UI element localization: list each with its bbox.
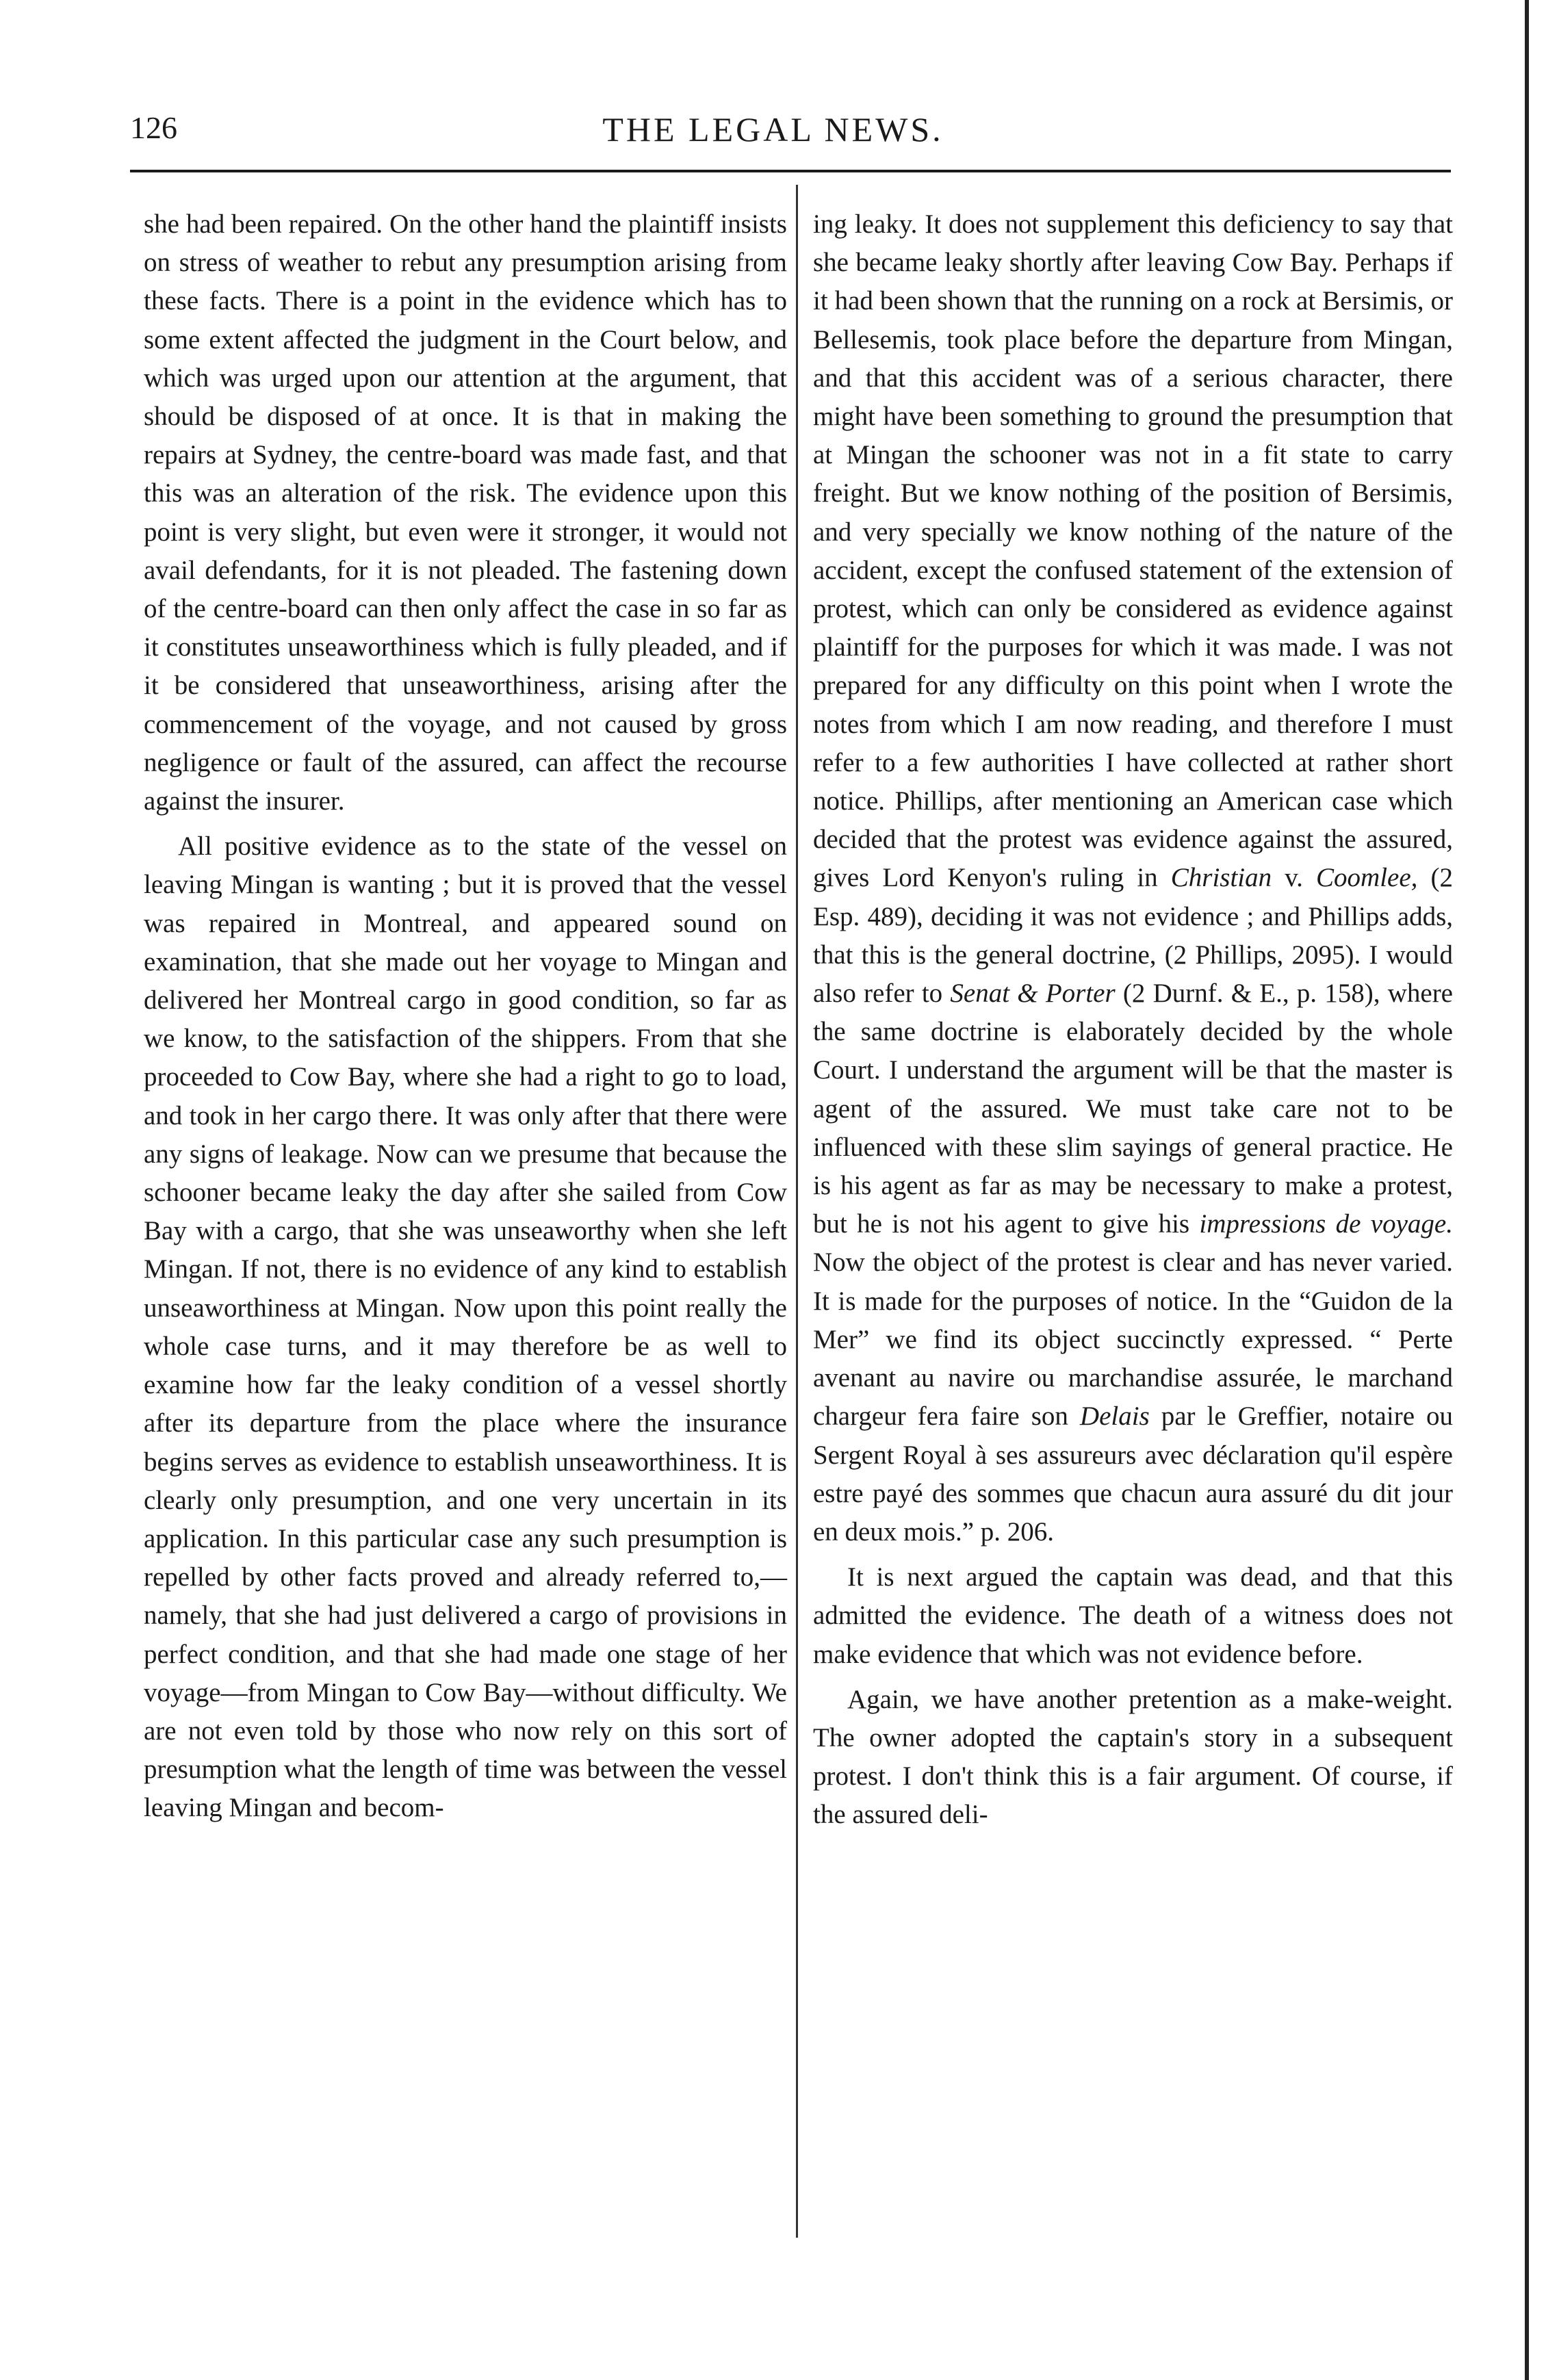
text-run: (2 Esp. 489), deciding it was not evidence ; and Phillips adds, that this is the general doctrine, (2 Phillips, 2095). I would also refer to [813, 863, 1453, 1009]
case-name-coomlee: Coomlee, [1316, 863, 1418, 893]
left-paragraph-1: she had been repaired. On the other hand the plaintiff insists on stress of weather to rebut any presumption arising from these facts. There is a point in the evidence which has to some extent affected the judgment in the Court below, and which was urged upon our attention at the argument, that should be disposed of at once. It is that in making the repairs at Sydney, the centre-board was made fast, and that this was an alteration of the risk. The evidence upon this point is very slight, but even were it stronger, it would not avail defendants, for it is not pleaded. The fastening down of the centre-board can then only affect the case in so far as it constitutes unseaworthiness which is fully pleaded, and if it be considered that unseaworthiness, arising after the commencement of the voyage, and not caused by gross negligence or fault of the assured, can affect the recourse against the insurer. [144, 209, 787, 816]
case-name-christian: Christian [1170, 863, 1272, 893]
left-column [144, 205, 787, 1828]
italic-impressions-de-voyage: impressions de voyage. [1199, 1209, 1453, 1239]
text-run: par le Greffier, notaire ou Sergent Royal à ses assureurs avec déclaration qu'il espère estre payé des sommes que chacun aura assuré du dit jour en deux mois.” p. 206. [813, 1401, 1454, 1547]
italic-delais: Delais [1079, 1401, 1150, 1432]
left-paragraph-2: All positive evidence as to the state of the vessel on leaving Mingan is wanting ; but it is proved that the vessel was repaired in Montreal, and appeared sound on examination, that she made out her voyage to Mingan and delivered her Montreal cargo in good condition, so far as we know, to the satisfaction of the shippers. From that she proceeded to Cow Bay, where she had a right to go to load, and took in her cargo there. It was only after that there were any signs of leakage. Now can we presume that because the schooner became leaky the day after she sailed from Cow Bay with a cargo, that she was unseaworthy when she left Mingan. If not, there is no evidence of any kind to establish unseaworthiness at Mingan. Now upon this point really the whole case turns, and it may therefore be as well to examine how far the leaky condition of a vessel shortly after its departure from the place where the insurance begins serves as evidence to establish unseaworthiness. It is clearly only presumption, and one very uncertain in its application. In this particular case any such presumption is repelled by other facts proved and already referred to,—namely, that she had just delivered a cargo of provisions in perfect condition, and that she had made one stage of her voyage—from Mingan to Cow Bay—without difficulty. We are not even told by those who now rely on this sort of presumption what the length of time was between the vessel leaving Mingan and becom- [144, 831, 787, 1823]
right-paragraph-2: It is next argued the captain was dead, and that this admitted the evidence. The death of a witness does not make evidence that which was not evidence before. [813, 1562, 1453, 1669]
right-column [813, 205, 1453, 1835]
right-paragraph-1 [813, 205, 1453, 1551]
text-run: ing leaky. It does not supplement this deficiency to say that she became leaky shortly after leaving Cow Bay. Perhaps if it had been shown that the running on a rock at Bersimis, or Bellesemis, took place before the departure from Mingan, and that this accident was of a serious character, there might have been something to ground the presumption that at Mingan the schooner was not in a fit state to carry freight. But we know nothing of the position of Bersimis, and very specially we know nothing of the nature of the accident, except the confused statement of the extension of protest, which can only be considered as evidence against plaintiff for the purposes for which it was made. I was not prepared for any difficulty on this point when I wrote the notes from which I am now reading, and therefore I must refer to a few authorities I have collected at rather short notice. Phillips, after mentioning an American case which decided that the protest was evidence against the assured, gives Lord Kenyon's ruling in [813, 209, 1453, 893]
header-rule [130, 170, 1451, 172]
page-number: 126 [130, 110, 177, 145]
text-run: Now the object of the protest is clear and has never varied. It is made for the purposes of notice. In the “Guidon de la Mer” we find its object succinctly expressed. “ Perte avenant au navire ou marchandise assurée, le marchand chargeur fera faire son [813, 1247, 1453, 1432]
page-binding-edge [1525, 0, 1529, 2380]
column-divider [796, 185, 798, 2238]
text-run: (2 Durnf. & E., p. 158), where the same doctrine is elaborately decided by the whole Court. I understand the argument will be that the master is agent of the assured. We must take care not to be influenced with these slim sayings of general practice. He is his agent as far as may be necessary to make a protest, but he is not his agent to give his [813, 979, 1453, 1239]
case-name-senat-porter: Senat & Porter [950, 979, 1116, 1009]
running-head: THE LEGAL NEWS. [602, 110, 944, 148]
text-run: v. [1272, 863, 1317, 893]
right-paragraph-3: Again, we have another pretention as a make-weight. The owner adopted the captain's story in a subsequent protest. I don't think this is a fair argument. Of course, if the assured deli- [813, 1684, 1453, 1830]
